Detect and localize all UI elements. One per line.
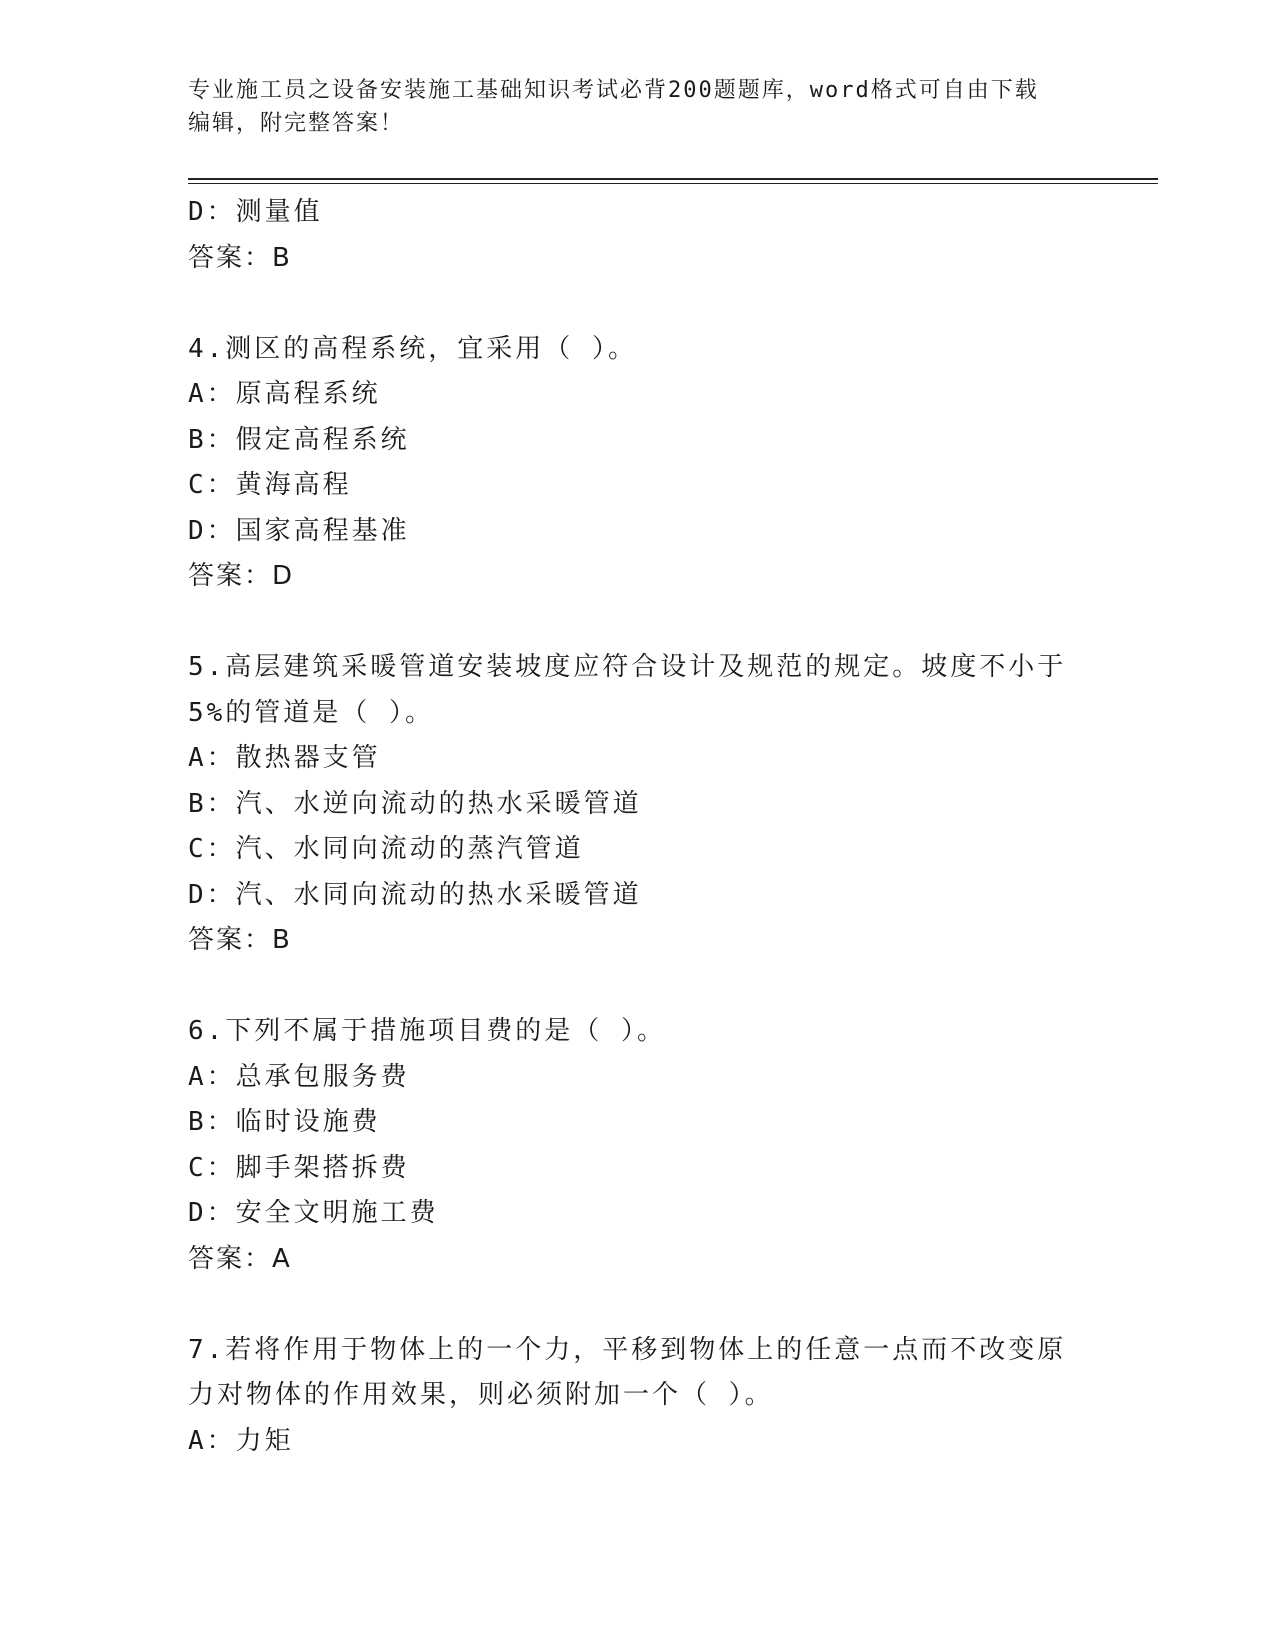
option-a: A：散热器支管 (188, 743, 381, 773)
question-stem-line-2: 力对物体的作用效果，则必须附加一个（ ）。 (188, 1380, 774, 1410)
question-list (188, 190, 1088, 1464)
spacer (188, 964, 1088, 1010)
option-b: B：汽、水逆向流动的热水采暖管道 (188, 788, 642, 819)
option-d: D：测量值 (188, 197, 323, 227)
answer: 答案：B (188, 925, 292, 955)
option-d: D：汽、水同向流动的热水采暖管道 (188, 879, 642, 910)
question-4 (188, 327, 1088, 600)
question-stem-line-1: 7.若将作用于物体上的一个力，平移到物体上的任意一点而不改变原 (188, 1334, 1067, 1365)
spacer (188, 1282, 1088, 1328)
question-stem: 6.下列不属于措施项目费的是（ ）。 (188, 1016, 666, 1046)
spacer (188, 600, 1088, 646)
question-7 (188, 1328, 1088, 1465)
option-a: A：原高程系统 (188, 379, 381, 409)
option-c: C：脚手架搭拆费 (188, 1152, 410, 1183)
question-6 (188, 1009, 1088, 1282)
option-d: D：安全文明施工费 (188, 1198, 439, 1228)
option-c: C：汽、水同向流动的蒸汽管道 (188, 834, 584, 864)
header-divider (188, 178, 1158, 184)
option-d: D：国家高程基准 (188, 515, 410, 546)
question-stem-line-1: 5.高层建筑采暖管道安装坡度应符合设计及规范的规定。坡度不小于 (188, 652, 1067, 682)
option-a: A：力矩 (188, 1425, 294, 1456)
option-b: B：临时设施费 (188, 1107, 381, 1137)
header-title-line-2: 编辑，附完整答案！ (188, 111, 405, 136)
answer: 答案：B (188, 242, 292, 273)
question-stem-line-2: 5%的管道是（ ）。 (188, 697, 434, 728)
answer: 答案：A (188, 1243, 292, 1274)
header-title-line-1: 专业施工员之设备安装施工基础知识考试必背200题题库，word格式可自由下载 (188, 78, 1039, 103)
spacer (188, 281, 1088, 327)
option-a: A：总承包服务费 (188, 1061, 410, 1092)
option-b: B：假定高程系统 (188, 424, 410, 455)
document-header (188, 74, 1088, 140)
question-5 (188, 645, 1088, 964)
option-c: C：黄海高程 (188, 470, 352, 500)
question-stem: 4.测区的高程系统，宜采用（ ）。 (188, 333, 637, 364)
answer: 答案：D (188, 561, 295, 591)
